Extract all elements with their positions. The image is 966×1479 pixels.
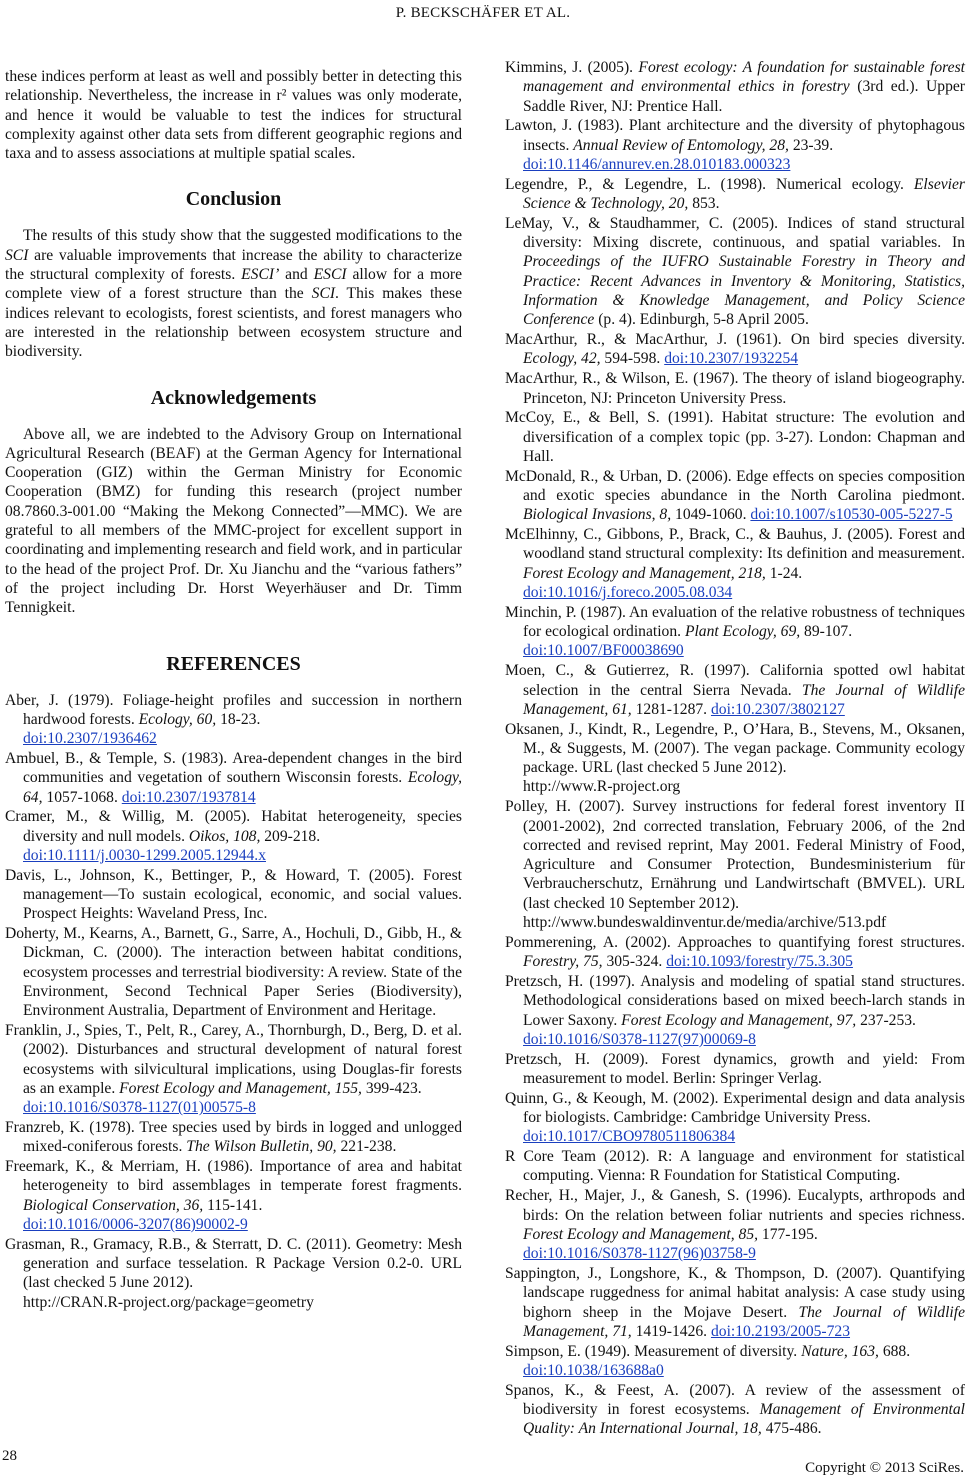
reference-entry	[505, 175, 965, 214]
reference-entry	[505, 369, 965, 408]
text-segment: MacArthur, R., & Wilson, E. (1967). The theory of island biogeography. Princeton, NJ: Princeton University Press.	[505, 370, 965, 407]
text-segment: 853.	[688, 195, 720, 213]
text-segment: 1057-1068.	[42, 788, 122, 806]
references-list-right	[505, 58, 965, 1439]
italic-text: The Wilson Bulletin, 90,	[186, 1138, 337, 1156]
text-segment: Quinn, G., & Keough, M. (2002). Experimental design and data analysis for biologists. Cambridge: Cambridge University Press.	[505, 1089, 965, 1127]
text-segment: . This makes these indices relevant to ecologists, forest scientists, and forest managers who are interested in the relationship between ecosystem structure and biodiversity.	[5, 285, 462, 361]
reference-link[interactable]: http://www.R-project.org	[523, 778, 681, 796]
text-segment: 1419-1426.	[631, 1322, 711, 1340]
text-segment: 177-195.	[758, 1225, 818, 1243]
italic-text: SCI	[311, 285, 336, 303]
reference-link[interactable]: doi:10.1017/CBO9780511806384	[523, 1128, 736, 1146]
italic-text: Biological Conservation, 36,	[23, 1196, 204, 1214]
italic-text: The Journal of Wildlife Management, 61,	[523, 681, 966, 718]
reference-link[interactable]: doi:10.1016/S0378-1127(96)03758-9	[523, 1245, 756, 1263]
text-segment: 237-253.	[856, 1011, 916, 1029]
reference-entry	[505, 972, 965, 1049]
reference-entry	[505, 330, 965, 369]
reference-entry	[5, 807, 462, 865]
text-segment: 209-218.	[260, 827, 321, 845]
text-segment: 1049-1060.	[671, 506, 751, 524]
text-segment: Aber, J. (1979). Foliage-height profiles and succession in northern hardwood forests.	[5, 691, 462, 728]
italic-text: Forest Ecology and Management, 218,	[523, 564, 766, 582]
reference-link[interactable]: http://www.bundeswaldinventur.de/media/archive/513.pdf	[523, 914, 887, 932]
text-segment: 399-423.	[361, 1079, 422, 1097]
reference-entry	[505, 467, 965, 525]
italic-text: Forestry, 75,	[523, 953, 603, 971]
text-segment: Minchin, P. (1987). An evaluation of the relative robustness of techniques for ecological ordination.	[505, 603, 965, 641]
text-segment: 18-23.	[216, 710, 261, 728]
text-segment: Oksanen, J., Kindt, R., Legendre, P., O’Hara, B., Stevens, M., Oksanen, M., & Suggests, M. (2007). The vegan package. Community ecology package. URL (last checked 5 June 2012).	[505, 720, 965, 777]
text-segment: Moen, C., & Gutierrez, R. (1997). California spotted owl habitat selection in the central Sierra Nevada.	[505, 662, 965, 699]
reference-entry	[505, 116, 965, 174]
italic-text: Ecology, 42,	[523, 350, 601, 368]
text-segment: Simpson, E. (1949). Measurement of diversity.	[505, 1342, 802, 1360]
text-segment: Doherty, M., Kearns, A., Barnett, G., Sarre, A., Hochuli, D., Gibb, H., & Dickman, C. (2000). The interaction between habitat conditions, ecosystem processes and terrestrial biodiversity: A review. State of the Environment, Second Technical Paper Series (Biodiversity), Environment Australia, Department of Environment and Heritage.	[5, 925, 462, 1020]
text-segment: Franklin, J., Spies, T., Pelt, R., Carey, A., Thornburgh, D., Berg, D. et al. (2002). Disturbances and structural development of natural forest ecosystems with silvicultural implications, using Douglas-fir forests as an example.	[5, 1022, 462, 1097]
text-segment: 221-238.	[336, 1138, 397, 1156]
text-segment: Recher, H., Majer, J., & Ganesh, S. (1996). Eucalypts, arthropods and birds: On the relation between foliar nutrients and species richness.	[505, 1187, 965, 1224]
reference-link[interactable]: doi:10.1016/S0378-1127(97)00069-8	[523, 1030, 756, 1048]
acknowledgements-paragraph: Above all, we are indebted to the Advisory Group on International Agricultural Research (BEAF) at the German Agency for International Cooperation (GIZ) within the German Ministry for Economic Cooperation (BMZ) for funding this research (project number 08.7860.3-001.00 “Making the Mekong Connected”—MMC). We are grateful to all members of the MMC-project for excellent support in coordinating and implementing research and field work, and in particular to the head of the project Prof. Dr. Xu Jianchu and the “various fathers” of the project including Dr. Horst Weyerhäuser and Dr. Timm Tennigkeit.	[5, 425, 462, 617]
text-segment: McCoy, E., & Bell, S. (1991). Habitat structure: The evolution and diversification of a complex topic (pp. 3-27). London: Chapman and Hall.	[505, 409, 965, 465]
reference-link[interactable]: doi:10.2307/1932254	[664, 350, 799, 368]
reference-entry	[505, 1342, 965, 1381]
columns	[0, 22, 966, 1439]
text-segment: 594-598.	[600, 350, 665, 368]
text-segment: LeMay, V., & Staudhammer, C. (2005). Indices of stand structural diversity: Mixing discrete, continuous, and spatial variables. In	[505, 214, 965, 252]
italic-text: Ecology, 60,	[138, 710, 217, 728]
text-segment: Freemark, K., & Merriam, H. (1986). Importance of area and habitat heterogeneity to bird assemblages in temperate forest fragments.	[5, 1158, 462, 1195]
text-segment: Grasman, R., Gramacy, R.B., & Sterratt, D. C. (2011). Geometry: Mesh generation and surface tesselation. R Package Version 0.2-0. URL (last checked 5 June 2012).	[5, 1235, 462, 1292]
italic-text: Proceedings of the IUFRO Sustainable Forestry in Theory and Practice: Recent Advances in Inventory & Monitoring, Statistics, Information & Knowledge Management, and Policy Science Conference	[523, 253, 965, 329]
reference-entry	[505, 720, 965, 797]
text-segment: 305-324.	[602, 953, 667, 971]
reference-link[interactable]: doi:10.2193/2005-723	[710, 1322, 851, 1340]
text-segment: Legendre, P., & Legendre, L. (1998). Numerical ecology.	[505, 175, 914, 193]
references-list-left	[5, 691, 462, 1313]
reference-link[interactable]: http://CRAN.R-project.org/package=geometry	[23, 1293, 314, 1311]
reference-entry	[505, 603, 965, 661]
reference-link[interactable]: doi:10.1038/163688a0	[523, 1361, 664, 1379]
italic-text: Plant Ecology, 69,	[684, 623, 801, 641]
text-segment: are valuable improvements that increase the ability to characterize the structural complexity of forests.	[5, 246, 462, 284]
reference-entry	[505, 1381, 965, 1439]
text-segment: Sappington, J., Longshore, K., & Thompson, D. (2007). Quantifying landscape ruggedness for animal habitat analysis: A case study using bighorn sheep in the Mojave Desert.	[505, 1264, 965, 1321]
reference-entry	[505, 525, 965, 602]
italic-text: Oikos, 108,	[188, 827, 261, 845]
italic-text: Forest Ecology and Management, 155,	[119, 1079, 362, 1097]
reference-link[interactable]: doi:10.1146/annurev.en.28.010183.000323	[523, 155, 791, 173]
reference-entry	[5, 749, 462, 807]
text-segment: McDonald, R., & Urban, D. (2006). Edge effects on species composition and exotic species abundance in the North Carolina piedmont.	[505, 467, 965, 505]
reference-entry	[5, 1118, 462, 1157]
italic-text: Management of Environmental Quality: An International Journal, 18,	[523, 1400, 965, 1438]
text-segment: 115-141.	[203, 1196, 263, 1214]
reference-entry	[505, 933, 965, 972]
reference-link[interactable]: doi:10.2307/1937814	[121, 788, 256, 806]
conclusion-paragraph	[5, 226, 462, 361]
text-segment: Kimmins, J. (2005).	[505, 59, 639, 76]
italic-text: Forest Ecology and Management, 85,	[523, 1225, 759, 1243]
italic-text: ESCI’	[241, 266, 280, 284]
references-heading: REFERENCES	[166, 652, 301, 675]
reference-link[interactable]: doi:10.1007/s10530-005-5227-5	[750, 506, 953, 524]
italic-text: Forest Ecology and Management, 97,	[621, 1011, 857, 1029]
reference-link[interactable]: doi:10.1007/BF00038690	[523, 642, 684, 660]
text-segment: 475-486.	[761, 1420, 822, 1438]
reference-link[interactable]: doi:10.1016/j.foreco.2005.08.034	[523, 584, 733, 602]
text-segment: allow for a more complete view of a forest structure than the	[5, 266, 463, 303]
text-segment: 89-107.	[800, 623, 853, 641]
text-segment: MacArthur, R., & MacArthur, J. (1961). On bird species diversity.	[505, 331, 965, 349]
text-segment: 1-24.	[765, 564, 803, 582]
reference-link[interactable]: doi:10.2307/3802127	[710, 700, 845, 718]
copyright-notice: Copyright © 2013 SciRes.	[805, 1460, 964, 1477]
italic-text: Nature, 163,	[801, 1342, 879, 1360]
conclusion-heading: Conclusion	[185, 188, 282, 211]
italic-text: Elsevier Science & Technology, 20,	[523, 175, 965, 213]
text-segment: Franzreb, K. (1978). Tree species used by birds in logged and unlogged mixed-coniferous forests.	[5, 1119, 462, 1156]
reference-entry	[5, 924, 462, 1020]
text-segment: 23-39.	[788, 136, 834, 154]
text-segment: Pretzsch, H. (1997). Analysis and modeling of spatial stand structures. Methodological considerations based on mixed beech-larch stands in Lower Saxony.	[505, 972, 965, 1029]
text-segment: Pretzsch, H. (2009). Forest dynamics, growth and yield: From measurement to model. Berlin: Springer Verlag.	[505, 1050, 965, 1087]
italic-text: SCI	[5, 246, 29, 264]
reference-entry	[5, 1021, 462, 1117]
intro-paragraph: these indices perform at least as well and possibly better in detecting this relationship. Nevertheless, the increase in r² values was only moderate, and hence it would be valuable to test the indices for structural complexity against other data sets from different geographic regions and taxa and to assess associations at multiple spatial scales.	[5, 68, 462, 163]
italic-text: Biological Invasions, 8,	[523, 506, 672, 524]
reference-link[interactable]: doi:10.1111/j.0030-1299.2005.12944.x	[23, 846, 266, 864]
right-column	[505, 58, 965, 1439]
text-segment: Cramer, M., & Willig, M. (2005). Habitat heterogeneity, species diversity and null models.	[5, 808, 462, 845]
reference-entry	[505, 214, 965, 330]
italic-text: Annual Review of Entomology, 28,	[573, 136, 789, 154]
reference-entry	[5, 866, 462, 924]
text-segment: Pommerening, A. (2002). Approaches to quantifying forest structures.	[505, 933, 965, 951]
reference-entry	[505, 797, 965, 932]
text-segment: Spanos, K., & Feest, A. (2007). A review of the assessment of biodiversity in forest ecosystems.	[505, 1381, 965, 1418]
text-segment: The results of this study show that the suggested modifications to the	[23, 227, 462, 245]
text-segment: Davis, L., Johnson, K., Bettinger, P., & Howard, T. (2005). Forest management—To sustain ecological, economic, and social values. Prospect Heights: Waveland Press, Inc.	[5, 866, 462, 923]
reference-entry	[5, 691, 462, 749]
text-segment: and	[279, 266, 314, 284]
reference-entry	[5, 1235, 462, 1312]
italic-text: Ecology, 64,	[23, 769, 462, 806]
reference-entry	[5, 1157, 462, 1234]
page-number: 28	[2, 1448, 17, 1465]
text-segment: (p. 4). Edinburgh, 5-8 April 2005.	[594, 311, 809, 329]
text-segment: R Core Team (2012). R: A language and environment for statistical computing. Vienna: R Foundation for Statistical Computing.	[505, 1148, 965, 1185]
text-segment: 688.	[878, 1342, 911, 1360]
text-segment: Polley, H. (2007). Survey instructions for federal forest inventory II (2001-2002), 2nd corrected translation, February 2006, of the 2nd corrected and revised reprint, May 2001. Federal Ministry of Food, Agriculture and Consumer Protection, Bundesministerium für Verbraucherschutz, Ernährung und Landwirtschaft (BMVEL). URL (last checked 10 September 2012).	[505, 798, 965, 912]
reference-entry	[505, 1050, 965, 1089]
reference-link[interactable]: doi:10.2307/1936462	[23, 730, 157, 748]
reference-entry	[505, 1147, 965, 1186]
running-header: P. BECKSCHÄFER ET AL.	[395, 5, 571, 21]
reference-entry	[505, 1089, 965, 1147]
reference-entry	[505, 1264, 965, 1341]
reference-entry	[505, 408, 965, 466]
text-segment: 1281-1287.	[631, 700, 711, 718]
reference-entry	[505, 58, 965, 116]
text-segment: (3rd ed.). Upper Saddle River, NJ: Prentice Hall.	[523, 78, 965, 115]
italic-text: ESCI	[313, 266, 347, 284]
reference-entry	[505, 1186, 965, 1263]
left-column	[5, 67, 462, 1313]
acknowledgements-heading: Acknowledgements	[150, 386, 317, 409]
page-footer	[0, 1439, 966, 1479]
reference-link[interactable]: doi:10.1016/S0378-1127(01)00575-8	[23, 1099, 256, 1117]
reference-link[interactable]: doi:10.1093/forestry/75.3.305	[666, 953, 853, 971]
text-segment: McElhinny, C., Gibbons, P., Brack, C., & Bauhus, J. (2005). Forest and woodland stand structural complexity: Its definition and measurement.	[505, 526, 965, 563]
text-segment: Lawton, J. (1983). Plant architecture and the diversity of phytophagous insects.	[505, 117, 965, 154]
italic-text: The Journal of Wildlife Management, 71,	[523, 1303, 965, 1340]
italic-text: Forest ecology: A foundation for sustainable forest management and environmental ethics in forestry	[523, 59, 965, 96]
reference-link[interactable]: doi:10.1016/0006-3207(86)90002-9	[23, 1216, 248, 1234]
text-segment: Ambuel, B., & Temple, S. (1983). Area-dependent changes in the bird communities and vegetation of southern Wisconsin forests.	[5, 749, 462, 787]
reference-entry	[505, 661, 965, 719]
